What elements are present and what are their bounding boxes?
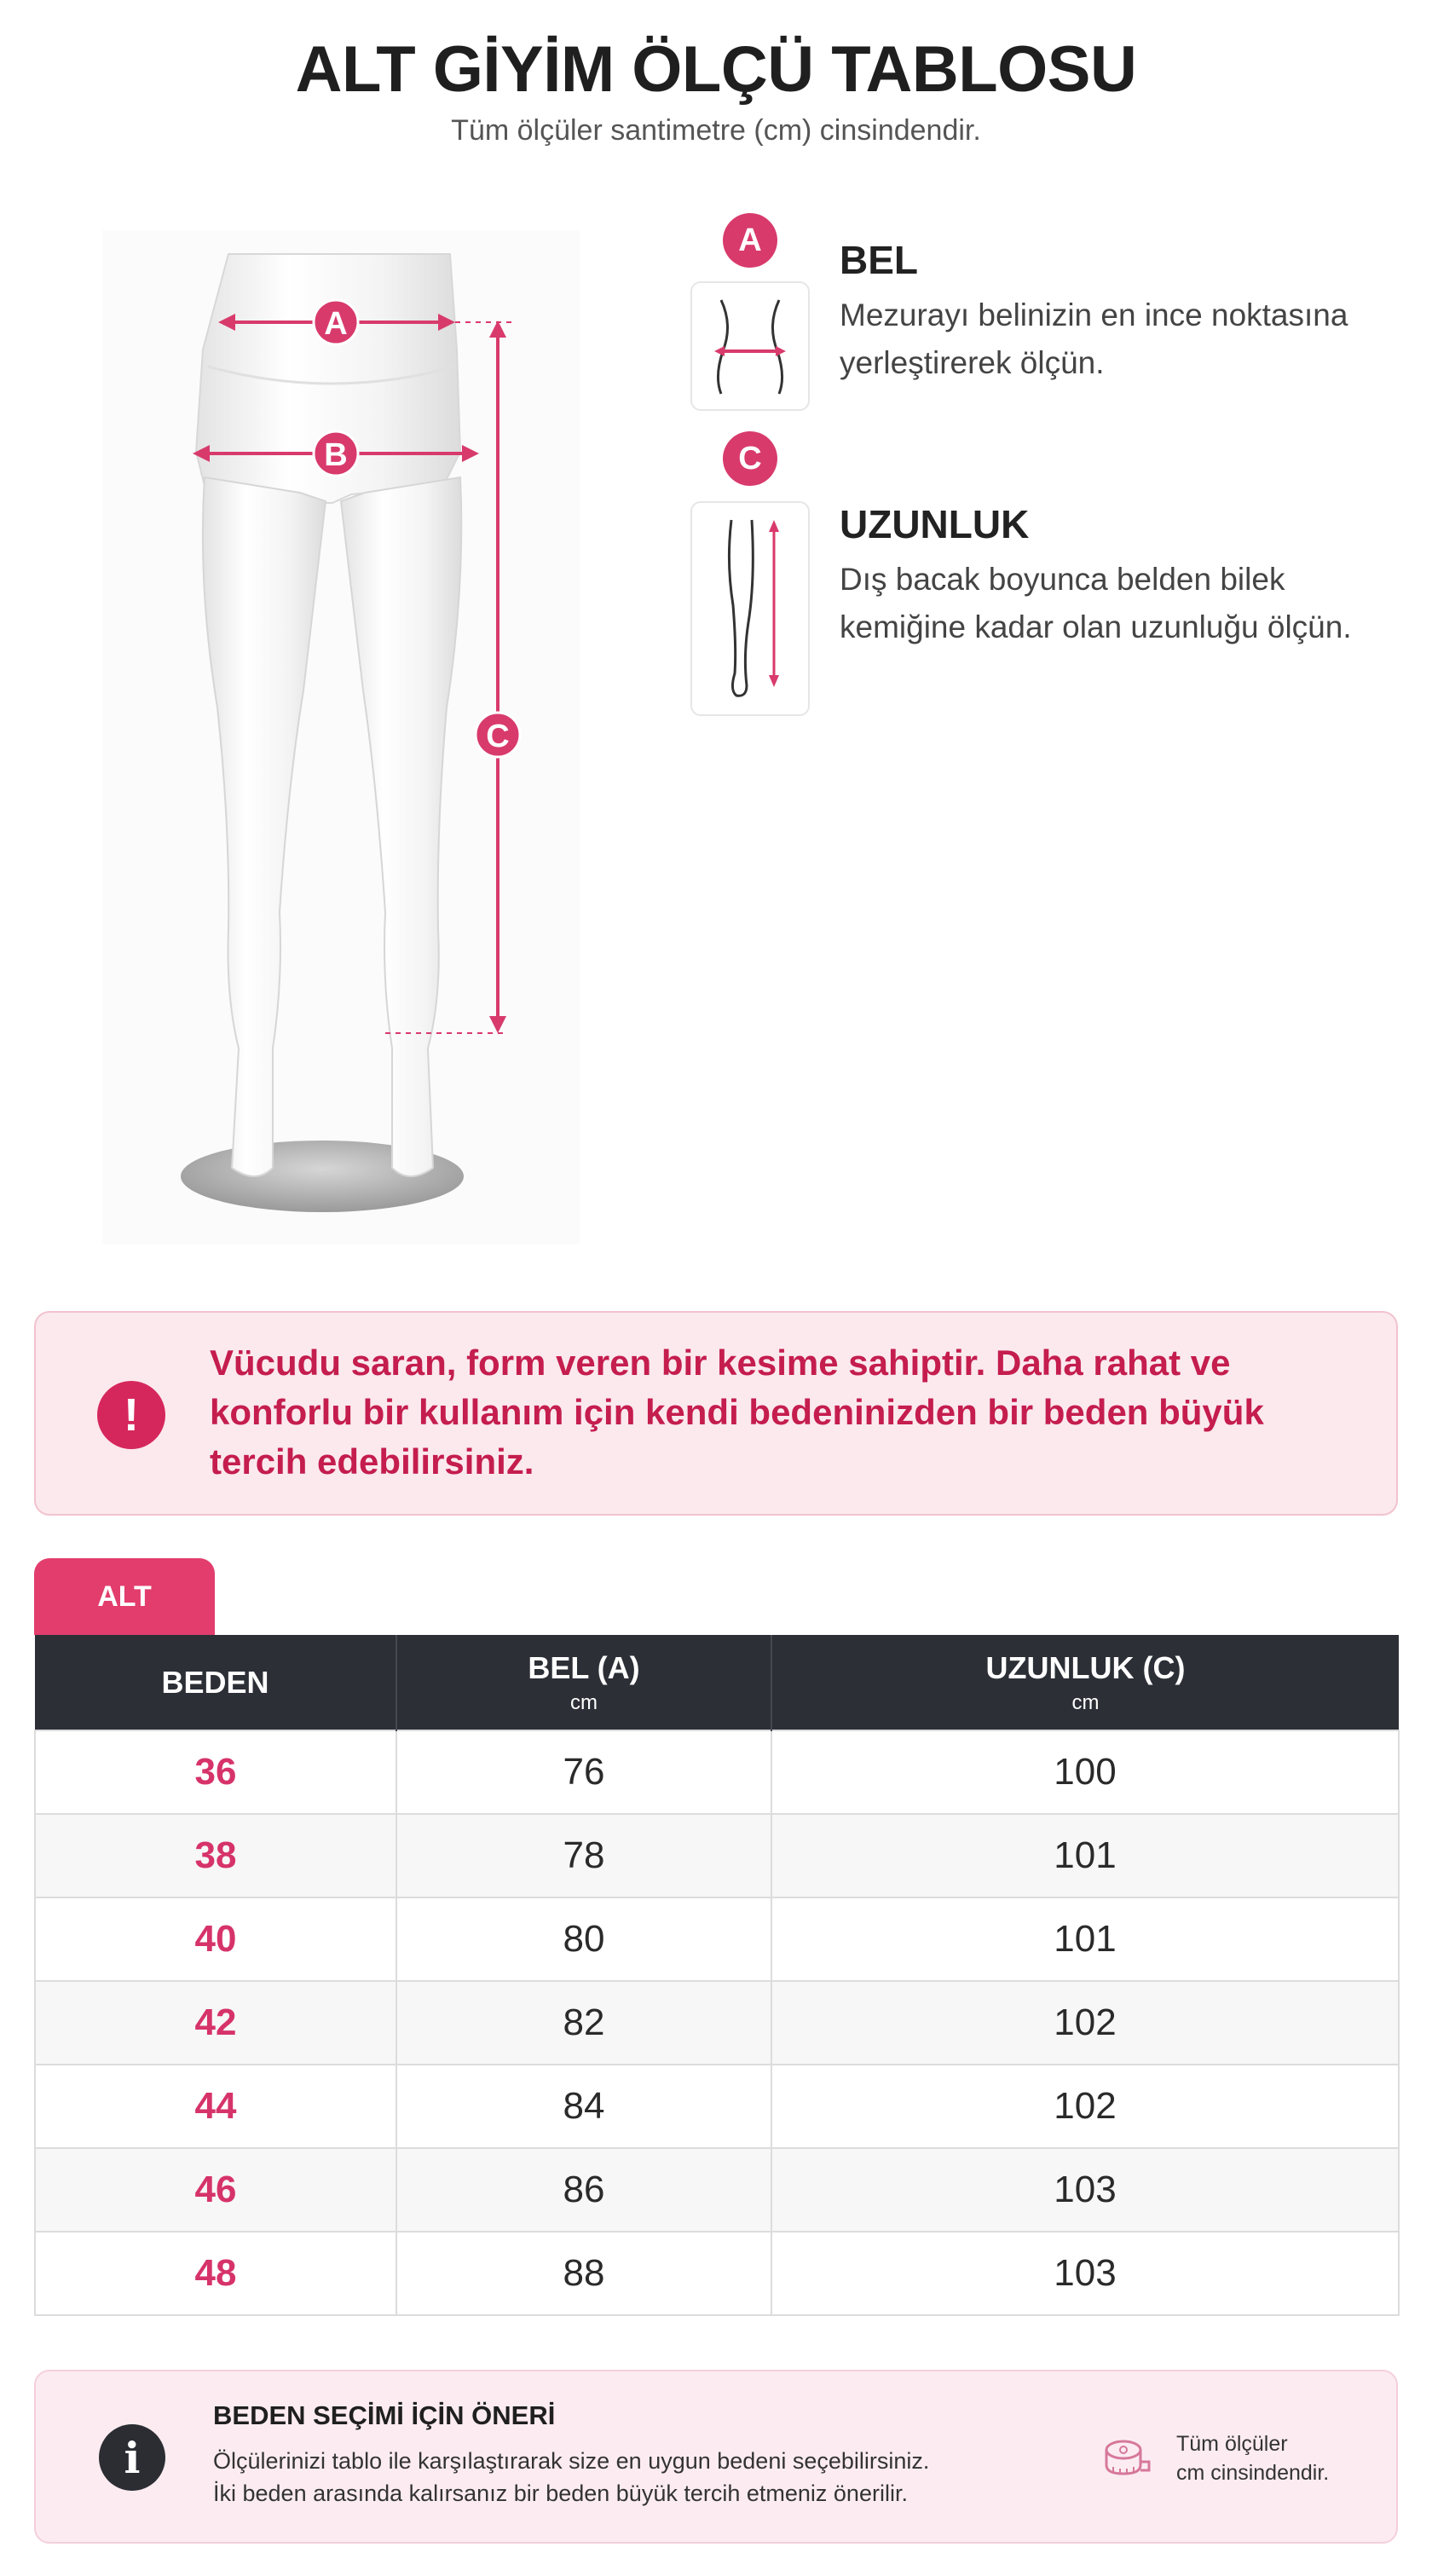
size-cell: 36 <box>35 1730 396 1814</box>
notice-text: Vücudu saran, form veren bir kesime sahiptir. Daha rahat ve konforlu bir kullanım için kendi bedeninizden bir beden büyük tercih edebilirsiniz. <box>210 1343 1264 1481</box>
tip-line-1: Ölçülerinizi tablo ile karşılaştırarak size en uygun bedeni seçebilirsiniz. <box>213 2448 930 2474</box>
waist-cell: 88 <box>396 2232 771 2315</box>
table-row <box>35 2065 1399 2148</box>
fit-notice <box>34 1311 1398 1516</box>
table-row <box>35 2148 1399 2232</box>
tip-title: BEDEN SEÇİMİ İÇİN ÖNERİ <box>213 2400 556 2430</box>
measuring-tape-icon <box>1101 2433 1152 2484</box>
waist-cell: 86 <box>396 2148 771 2232</box>
mannequin-illustration <box>102 230 580 1245</box>
waist-cell: 78 <box>396 1814 771 1897</box>
unit-note-line-1: Tüm ölçüler <box>1176 2432 1288 2456</box>
size-cell: 40 <box>35 1897 396 1981</box>
length-cell: 102 <box>771 1981 1399 2065</box>
size-cell: 38 <box>35 1814 396 1897</box>
waist-icon <box>690 281 810 411</box>
column-label: UZUNLUK (C) <box>985 1649 1186 1685</box>
length-cell: 101 <box>771 1897 1399 1981</box>
column-unit: cm <box>1071 1690 1100 1714</box>
column-label: BEDEN <box>161 1664 269 1700</box>
marker-c-label: C <box>486 719 510 754</box>
size-table <box>34 1635 1400 2316</box>
waist-cell: 76 <box>396 1730 771 1814</box>
info-icon: i <box>99 2424 165 2491</box>
page-title: ALT GİYİM ÖLÇÜ TABLOSU <box>295 33 1137 106</box>
measurement-title-bel: BEL <box>840 238 918 282</box>
badge-c: C <box>723 431 777 486</box>
table-row <box>35 1897 1399 1981</box>
measurement-desc-bel: Mezurayı belinizin en ince noktasına yerleştirerek ölçün. <box>840 297 1348 380</box>
size-cell: 44 <box>35 2065 396 2148</box>
length-cell: 103 <box>771 2148 1399 2232</box>
column-header-uzunluk <box>771 1635 1399 1730</box>
waist-cell: 82 <box>396 1981 771 2065</box>
table-row <box>35 1730 1399 1814</box>
size-cell: 46 <box>35 2148 396 2232</box>
length-cell: 100 <box>771 1730 1399 1814</box>
table-header-row <box>35 1635 1399 1730</box>
unit-note-line-2: cm cinsindendir. <box>1176 2461 1330 2485</box>
page-subtitle: Tüm ölçüler santimetre (cm) cinsindendir. <box>451 114 981 147</box>
exclamation-icon: ! <box>97 1381 165 1449</box>
length-cell: 101 <box>771 1814 1399 1897</box>
tip-line-2: İki beden arasında kalırsanız bir beden büyük tercih etmeniz önerilir. <box>213 2481 908 2506</box>
measurement-desc-uzunluk: Dış bacak boyunca belden bilek kemiğine kadar olan uzunluğu ölçün. <box>840 562 1352 644</box>
badge-a: A <box>723 213 777 268</box>
column-unit: cm <box>570 1690 598 1714</box>
tab-alt[interactable]: ALT <box>34 1558 215 1635</box>
length-cell: 102 <box>771 2065 1399 2148</box>
marker-b-label: B <box>324 437 348 473</box>
tip-text <box>213 2445 1065 2510</box>
table-row <box>35 2232 1399 2315</box>
measurement-title-uzunluk: UZUNLUK <box>840 502 1030 546</box>
column-label: BEL (A) <box>528 1649 640 1685</box>
size-cell: 48 <box>35 2232 396 2315</box>
waist-cell: 80 <box>396 1897 771 1981</box>
leg-length-icon <box>690 501 810 716</box>
column-header-bel <box>396 1635 771 1730</box>
length-cell: 103 <box>771 2232 1399 2315</box>
size-cell: 42 <box>35 1981 396 2065</box>
column-header-beden <box>35 1635 396 1730</box>
table-row <box>35 1814 1399 1897</box>
size-tip-box <box>34 2370 1398 2544</box>
marker-a-label: A <box>324 306 348 342</box>
unit-note <box>1176 2429 1381 2487</box>
table-row <box>35 1981 1399 2065</box>
waist-cell: 84 <box>396 2065 771 2148</box>
